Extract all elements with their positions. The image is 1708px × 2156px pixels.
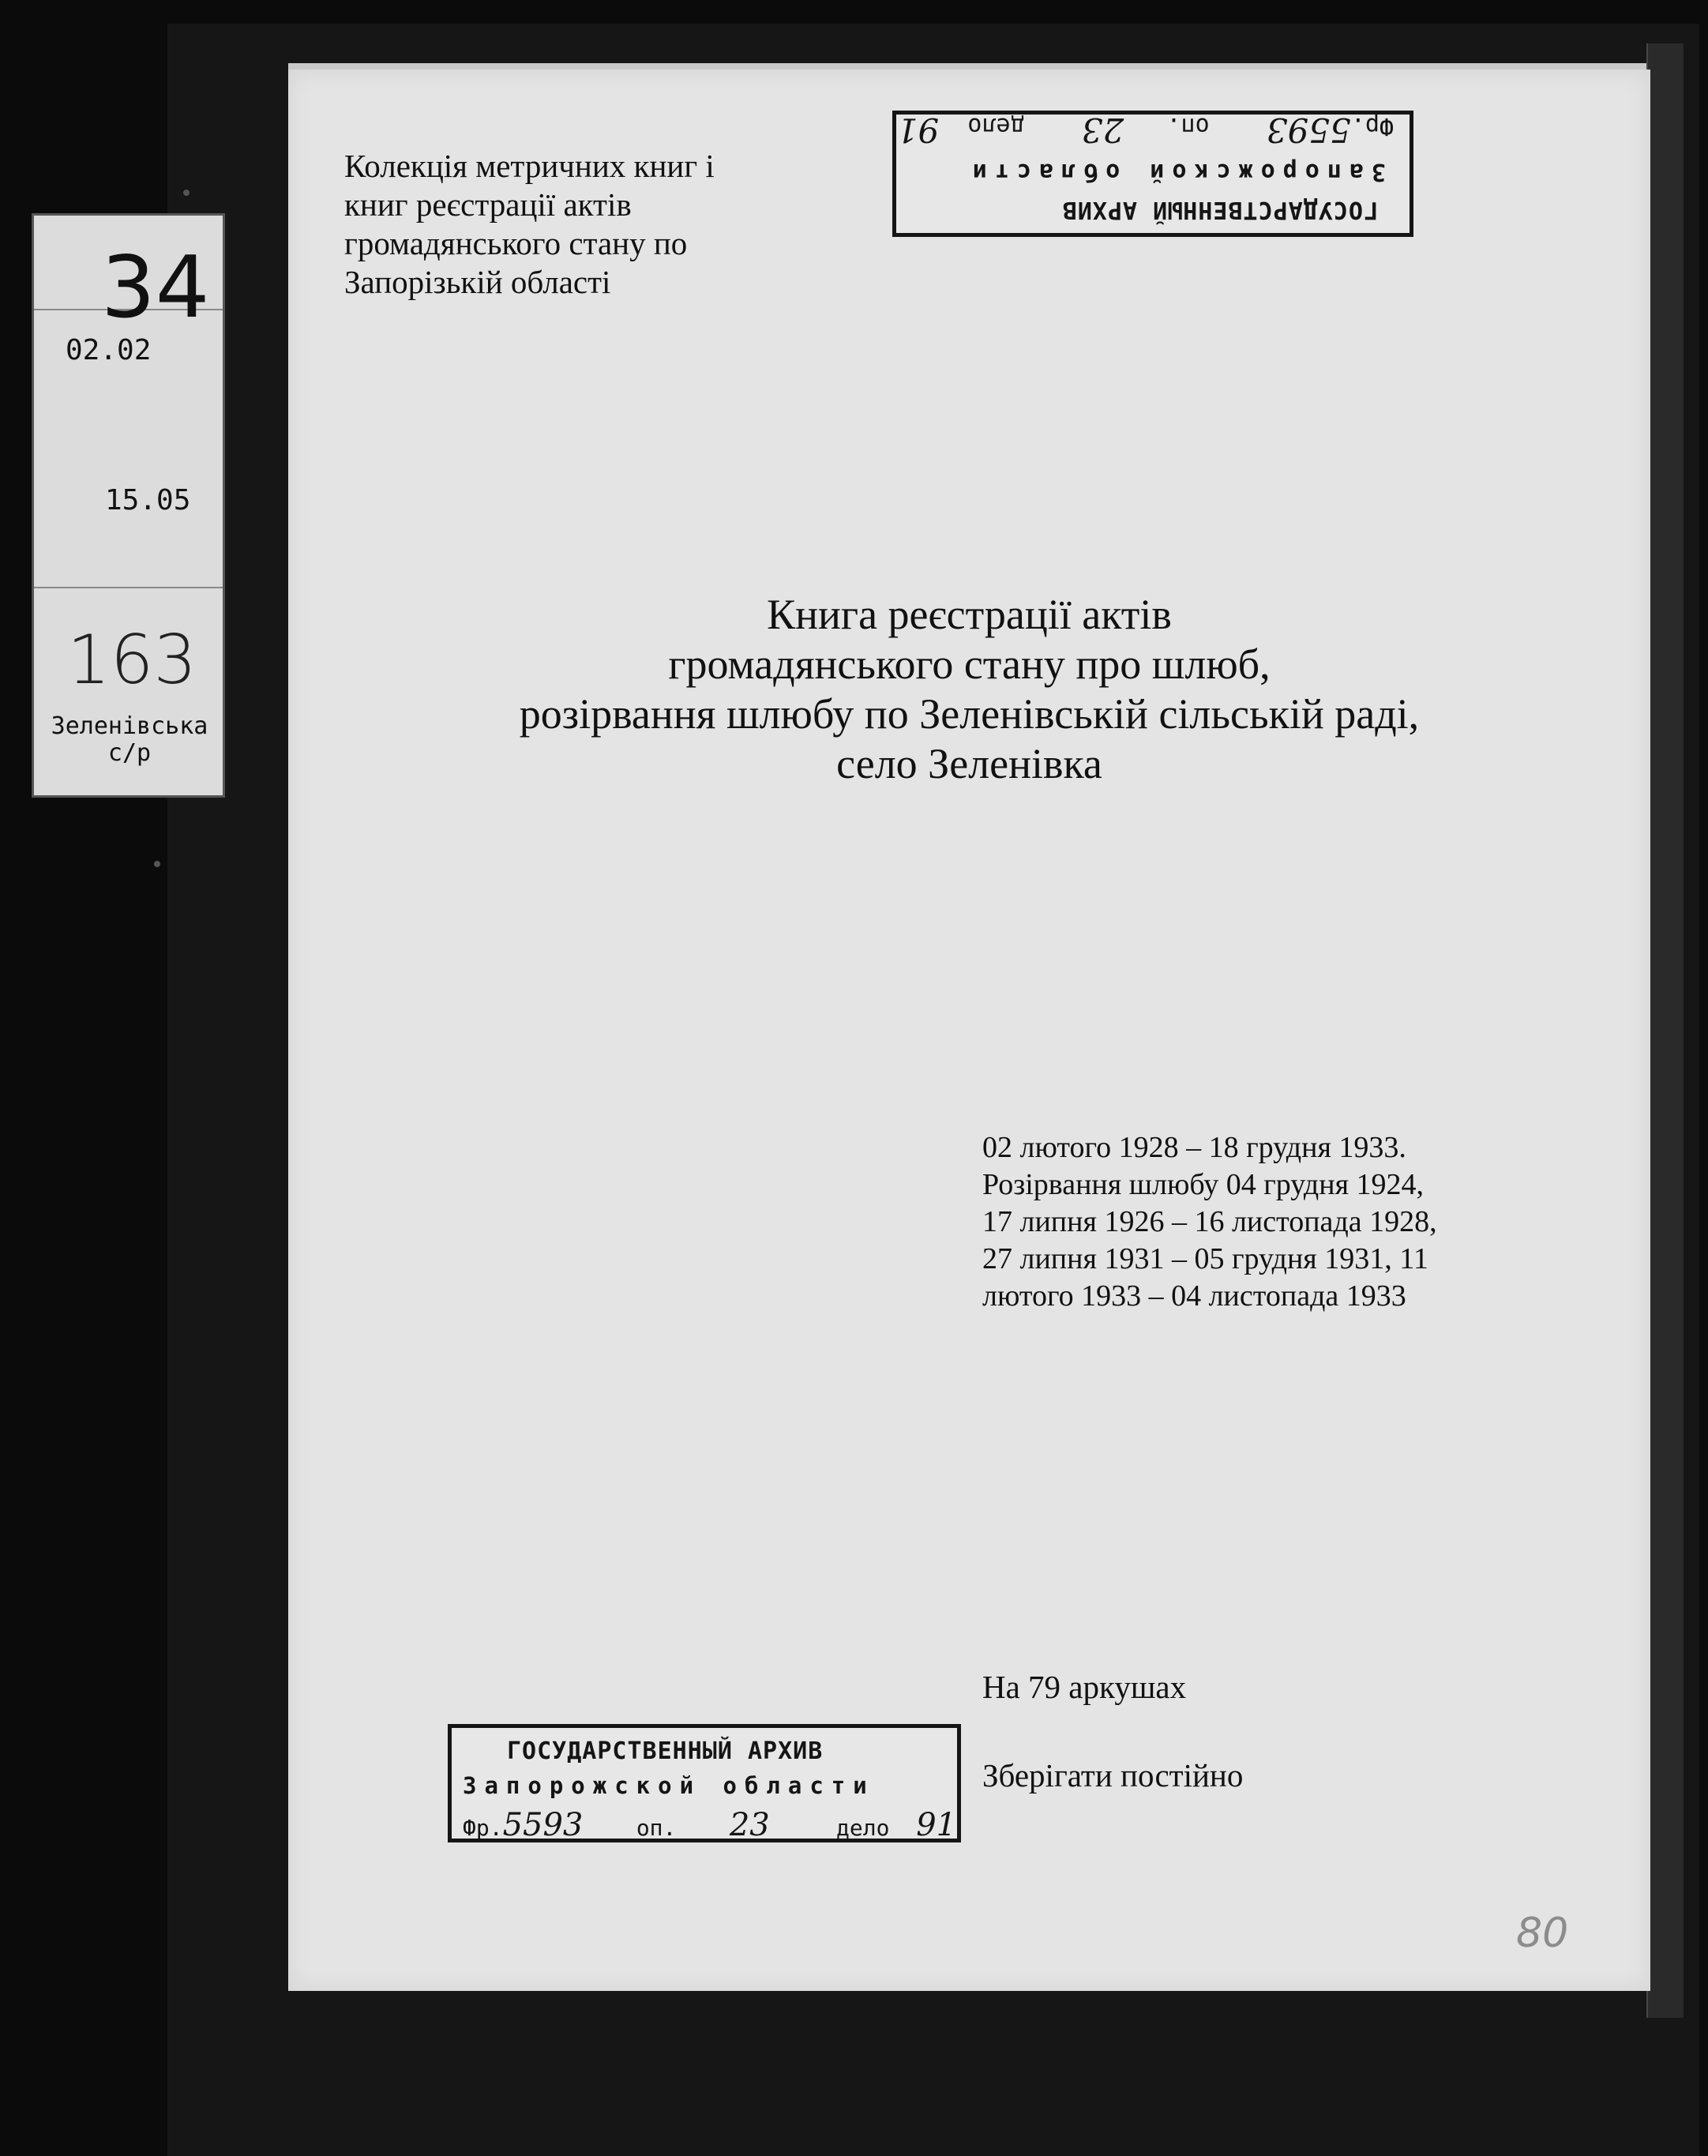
spine-date-end: 15.05 (105, 484, 191, 516)
stamp-reference (897, 111, 1394, 149)
stamp-opis-label: оп. (1166, 112, 1210, 140)
stamp-fond-label: Фр. (1350, 112, 1394, 140)
stamp-fond-value: 5593 (1266, 111, 1351, 149)
spine-number: 34 (101, 239, 210, 337)
stamp-delo-value: 91 (916, 1807, 957, 1843)
book-title: Книга реєстрації актів громадянського стану про шлюб, розірвання шлюбу по Зеленівській сільській раді, село Зеленівка (519, 591, 1420, 787)
spine-village (39, 713, 220, 767)
title-page (288, 69, 1650, 1991)
stamp-opis-value: 23 (1081, 111, 1124, 149)
date-range: 02 лютого 1928 – 18 грудня 1933. Розірвання шлюбу 04 грудня 1924, 17 липня 1926 – 16 листопада 1928, 27 липня 1931 – 05 грудня 1931, 11 лютого 1933 – 04 листопада 1933 (982, 1131, 1437, 1313)
margin-speck (183, 190, 190, 196)
stamp-opis-value: 23 (729, 1807, 770, 1843)
sheet-count: На 79 аркушах (982, 1669, 1187, 1705)
collection-title: Колекція метричних книг і книг реєстрації актів громадянського стану по Запорізькій області (344, 148, 715, 300)
stamp-delo-value: 91 (896, 111, 940, 149)
stamp-delo-label: дело (967, 112, 1025, 140)
folder-edge (1646, 43, 1684, 2018)
stamp-reference (463, 1807, 956, 1843)
stamp-archive-name: ГОСУДАРСТВЕННЫЙ АРХИВ (507, 1737, 824, 1765)
storage-note: Зберігати постійно (982, 1757, 1244, 1794)
spine-date-start: 02.02 (66, 334, 152, 366)
margin-speck (154, 861, 160, 867)
stamp-delo-label: дело (836, 1815, 890, 1841)
spine-fond-number: 163 (67, 621, 197, 700)
stamp-region: Запорожской области (964, 158, 1386, 186)
page-number: 80 (1516, 1910, 1569, 1957)
stamp-fond-value: 5593 (502, 1807, 584, 1843)
spine-label (32, 213, 225, 798)
stamp-archive-name: ГОСУДАРСТВЕННЫЙ АРХИВ (1061, 196, 1378, 223)
archive-stamp-top (892, 111, 1413, 237)
spine-village-name: Зеленівська (51, 712, 208, 740)
stamp-region: Запорожской области (463, 1772, 875, 1799)
spine-village-abbr: с/р (107, 739, 152, 767)
archive-stamp-bottom (448, 1724, 961, 1842)
label-fold-line (34, 587, 223, 588)
stamp-opis-label: оп. (636, 1815, 677, 1841)
stamp-fond-label: Фр. (463, 1815, 503, 1841)
